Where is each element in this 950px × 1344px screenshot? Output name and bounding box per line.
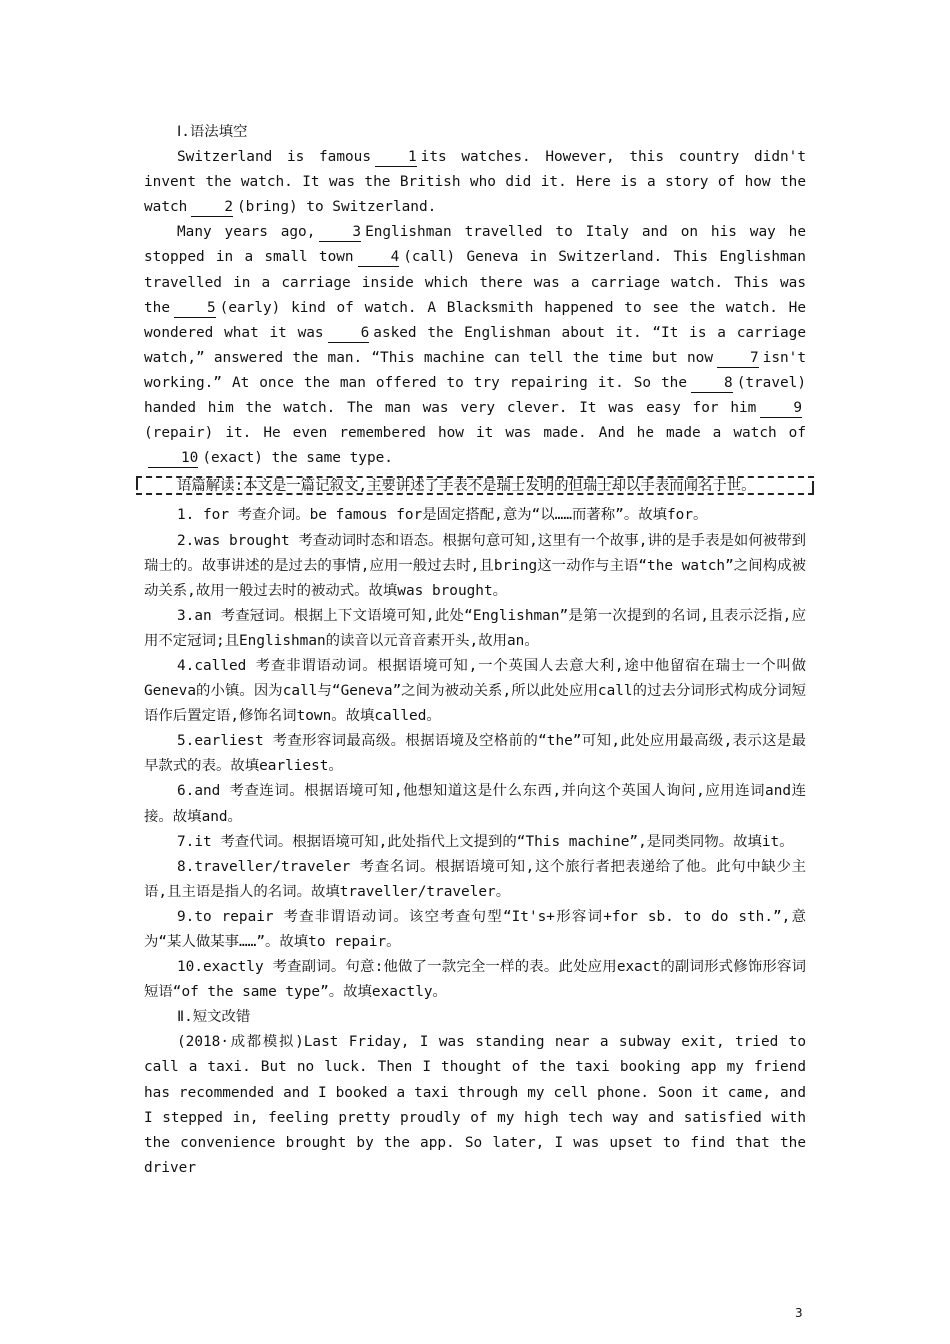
blank-3[interactable]: 3 <box>319 223 361 242</box>
answer-item: 10.exactly 考查副词。句意:他做了一款完全一样的表。此处应用exact的副词形式修饰形容词短语“of the same type”。故填exactly。 <box>144 959 806 1001</box>
error-correction-passage: (2018·成都模拟)Last Friday, I was standing near a subway exit, tried to call a taxi. But no luck. Then I thought of the taxi booking app my friend has recommended and I booked a taxi through my cell phone. Soon it came, and I stepped in, feeling pretty proudly of my high tech way and satisfied with the convenience brought by the app. So later, I was upset to find that the driver <box>144 1034 806 1176</box>
answer-item: 2.was brought 考查动词时态和语态。根据句意可知,这里有一个故事,讲的是手表是如何被带到瑞士的。故事讲述的是过去的事情,应用一般过去时,且bring这一动作与主语“the watch”之间构成被动关系,故用一般过去时的被动式。故填was brought。 <box>144 532 806 599</box>
blank-10[interactable]: 10 <box>148 449 198 468</box>
answer-item: 4.called 考查非谓语动词。根据语境可知,一个英国人去意大利,途中他留宿在瑞士一个叫做Geneva的小镇。因为call与“Geneva”之间为被动关系,所以此处应用call的过去分词形式构成分词短语作后置定语,修饰名词town。故填called。 <box>144 657 806 725</box>
passage-summary-box <box>136 474 814 499</box>
blank-1[interactable]: 1 <box>375 148 417 167</box>
blank-6[interactable]: 6 <box>328 324 370 343</box>
passage-paragraph-1: Switzerland is famous 1 its watches. However, this country didn't invent the watch. It was the British who did it. Here is a story of how the watch 2 (bring) to Switzerland. <box>144 149 806 216</box>
document-page <box>144 120 806 1181</box>
answer-item: 3.an 考查冠词。根据上下文语境可知,此处“Englishman”是第一次提到的名词,且表示泛指,应用不定冠词;且Englishman的读音以元音音素开头,故用an。 <box>144 607 806 649</box>
passage-paragraph-2: Many years ago, 3 Englishman travelled to Italy and on his way he stopped in a small town 4 (call) Geneva in Switzerland. This Englishman travelled in a carriage inside which there was a carriage watch. This was the 5 (early) kind of watch. A Blacksmith happened to see the watch. He wondered what it was 6 asked the Englishman about it. “It is a carriage watch,” answered the man. “This machine can tell the time but now 7 isn't working.” At once the man offered to try repairing it. So the 8 (travel) handed him the watch. The man was very clever. It was easy for him 9(repair) it. He even remembered how it was made. And he made a watch of10 (exact) the same type. <box>144 224 807 467</box>
section-1-title: Ⅰ.语法填空 <box>177 124 248 140</box>
answer-item: 5.earliest 考查形容词最高级。根据语境及空格前的“the”可知,此处应用最高级,表示这是最早款式的表。故填earliest。 <box>144 733 806 775</box>
blank-8[interactable]: 8 <box>691 374 733 393</box>
page-number: 3 <box>795 1306 803 1320</box>
passage-summary: 语篇解读:本文是一篇记叙文,主要讲述了手表不是瑞士发明的但瑞士却以手表而闻名于世。 <box>177 478 756 495</box>
answer-item: 7.it 考查代词。根据语境可知,此处指代上文提到的“This machine”,是同类同物。故填it。 <box>177 833 794 850</box>
blank-2[interactable]: 2 <box>191 198 233 217</box>
section-2-title: Ⅱ.短文改错 <box>177 1009 251 1026</box>
answer-item: 8.traveller/traveler 考查名词。根据语境可知,这个旅行者把表递给了他。此句中缺少主语,且主语是指人的名词。故填traveller/traveler。 <box>144 858 806 900</box>
blank-9[interactable]: 9 <box>760 399 802 418</box>
answer-item: 1. for 考查介词。be famous for是固定搭配,意为“以……而著称”。故填for。 <box>177 507 708 524</box>
blank-4[interactable]: 4 <box>358 248 400 267</box>
blank-5[interactable]: 5 <box>174 299 216 318</box>
answer-item: 9.to repair 考查非谓语动词。该空考查句型“It's+形容词+for sb. to do sth.”,意为“某人做某事……”。故填to repair。 <box>144 908 806 950</box>
answer-item: 6.and 考查连词。根据语境可知,他想知道这是什么东西,并向这个英国人询问,应用连词and连接。故填and。 <box>144 783 806 825</box>
blank-7[interactable]: 7 <box>717 349 759 368</box>
